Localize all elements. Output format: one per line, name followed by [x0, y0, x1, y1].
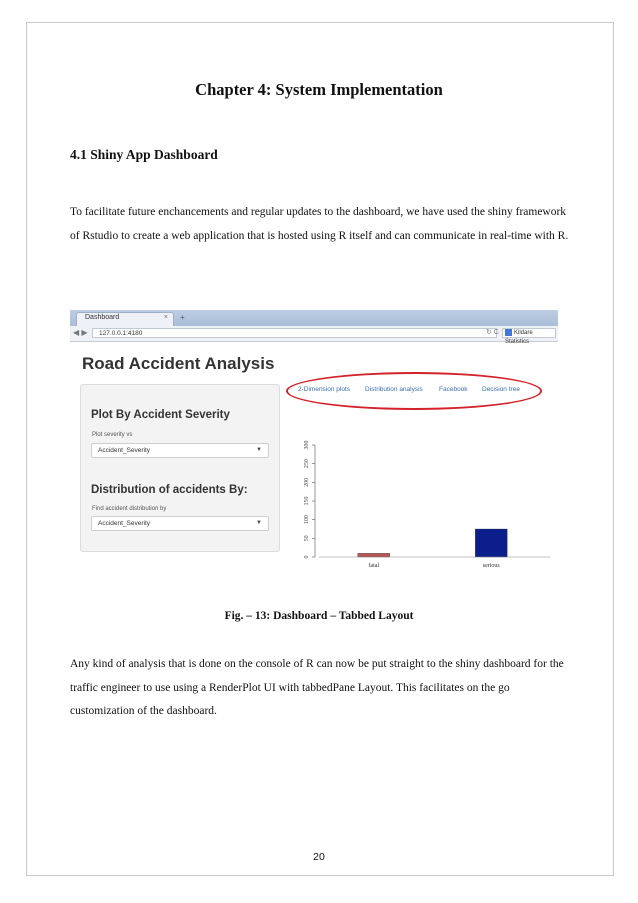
section-heading: 4.1 Shiny App Dashboard — [70, 147, 218, 162]
y-tick-label: 0 — [304, 555, 310, 559]
search-engine-icon — [505, 329, 512, 336]
distribution-select[interactable] — [91, 516, 269, 531]
y-tick-label: 150 — [304, 496, 310, 506]
tab-decision-tree[interactable]: Decision tree — [482, 386, 520, 393]
app-title: Road Accident Analysis — [82, 354, 275, 373]
new-tab-icon[interactable]: + — [180, 313, 185, 322]
severity-select[interactable] — [91, 443, 269, 458]
analysis-paragraph: Any kind of analysis that is done on the console of R can now be put straight to the shiny dashboard for the traffic engineer to use using a RenderPlot UI with tabbedPane Layout. This facilitates on the go customization of the dashboard. — [70, 658, 564, 717]
tab-2d-plots[interactable]: 2-Dimension plots — [298, 386, 351, 393]
browser-tab-title: Dashboard — [85, 314, 120, 321]
chevron-down-icon: ▼ — [256, 520, 262, 526]
tab-bar — [298, 386, 558, 402]
url-input[interactable]: 127.0.0.1:4180 — [92, 328, 497, 338]
tab-facebook[interactable]: Facebook — [439, 386, 468, 393]
severity-heading: Plot By Accident Severity — [91, 409, 230, 421]
severity-select-value: Accident_Severity — [98, 447, 151, 454]
browser-tab[interactable] — [76, 312, 174, 326]
browser-tab-strip — [70, 310, 558, 326]
distribution-select-value: Accident_Severity — [98, 520, 151, 527]
back-forward-icon[interactable]: ◀ ▶ — [73, 328, 88, 337]
bar-fatal — [358, 553, 390, 557]
reload-icon[interactable]: ↻ C — [486, 329, 499, 336]
tab-distribution-analysis[interactable]: Distribution analysis — [365, 386, 423, 393]
dashboard-screenshot — [70, 310, 558, 572]
chevron-down-icon: ▼ — [256, 447, 262, 453]
distribution-heading: Distribution of accidents By: — [91, 484, 248, 496]
address-bar — [70, 326, 558, 346]
severity-bar-chart — [295, 435, 555, 572]
severity-label: Plot severity vs — [92, 432, 133, 438]
y-tick-label: 300 — [304, 440, 310, 450]
distribution-label: Find accident distribution by — [92, 506, 167, 512]
browser-search-text: Kildare Statistics — [505, 330, 533, 346]
close-icon[interactable]: × — [163, 314, 168, 321]
figure-caption: Fig. – 13: Dashboard – Tabbed Layout — [224, 610, 414, 622]
y-tick-label: 250 — [304, 459, 310, 469]
y-tick-label: 50 — [304, 535, 310, 542]
intro-paragraph: To facilitate future enchancements and regular updates to the dashboard, we have used the shiny framework of Rstudio to create a web application that is hosted using R itself and can communicate in real-time with R. — [70, 206, 569, 242]
y-tick-label: 200 — [304, 477, 310, 487]
x-tick-label: serious — [482, 563, 500, 569]
x-tick-label: fatal — [368, 563, 380, 569]
chapter-title: Chapter 4: System Implementation — [195, 80, 443, 99]
bar-serious — [475, 529, 507, 557]
page-number: 20 — [313, 851, 325, 863]
sidebar-panel — [80, 384, 280, 552]
y-tick-label: 100 — [304, 515, 310, 525]
browser-search-box[interactable] — [502, 328, 556, 346]
